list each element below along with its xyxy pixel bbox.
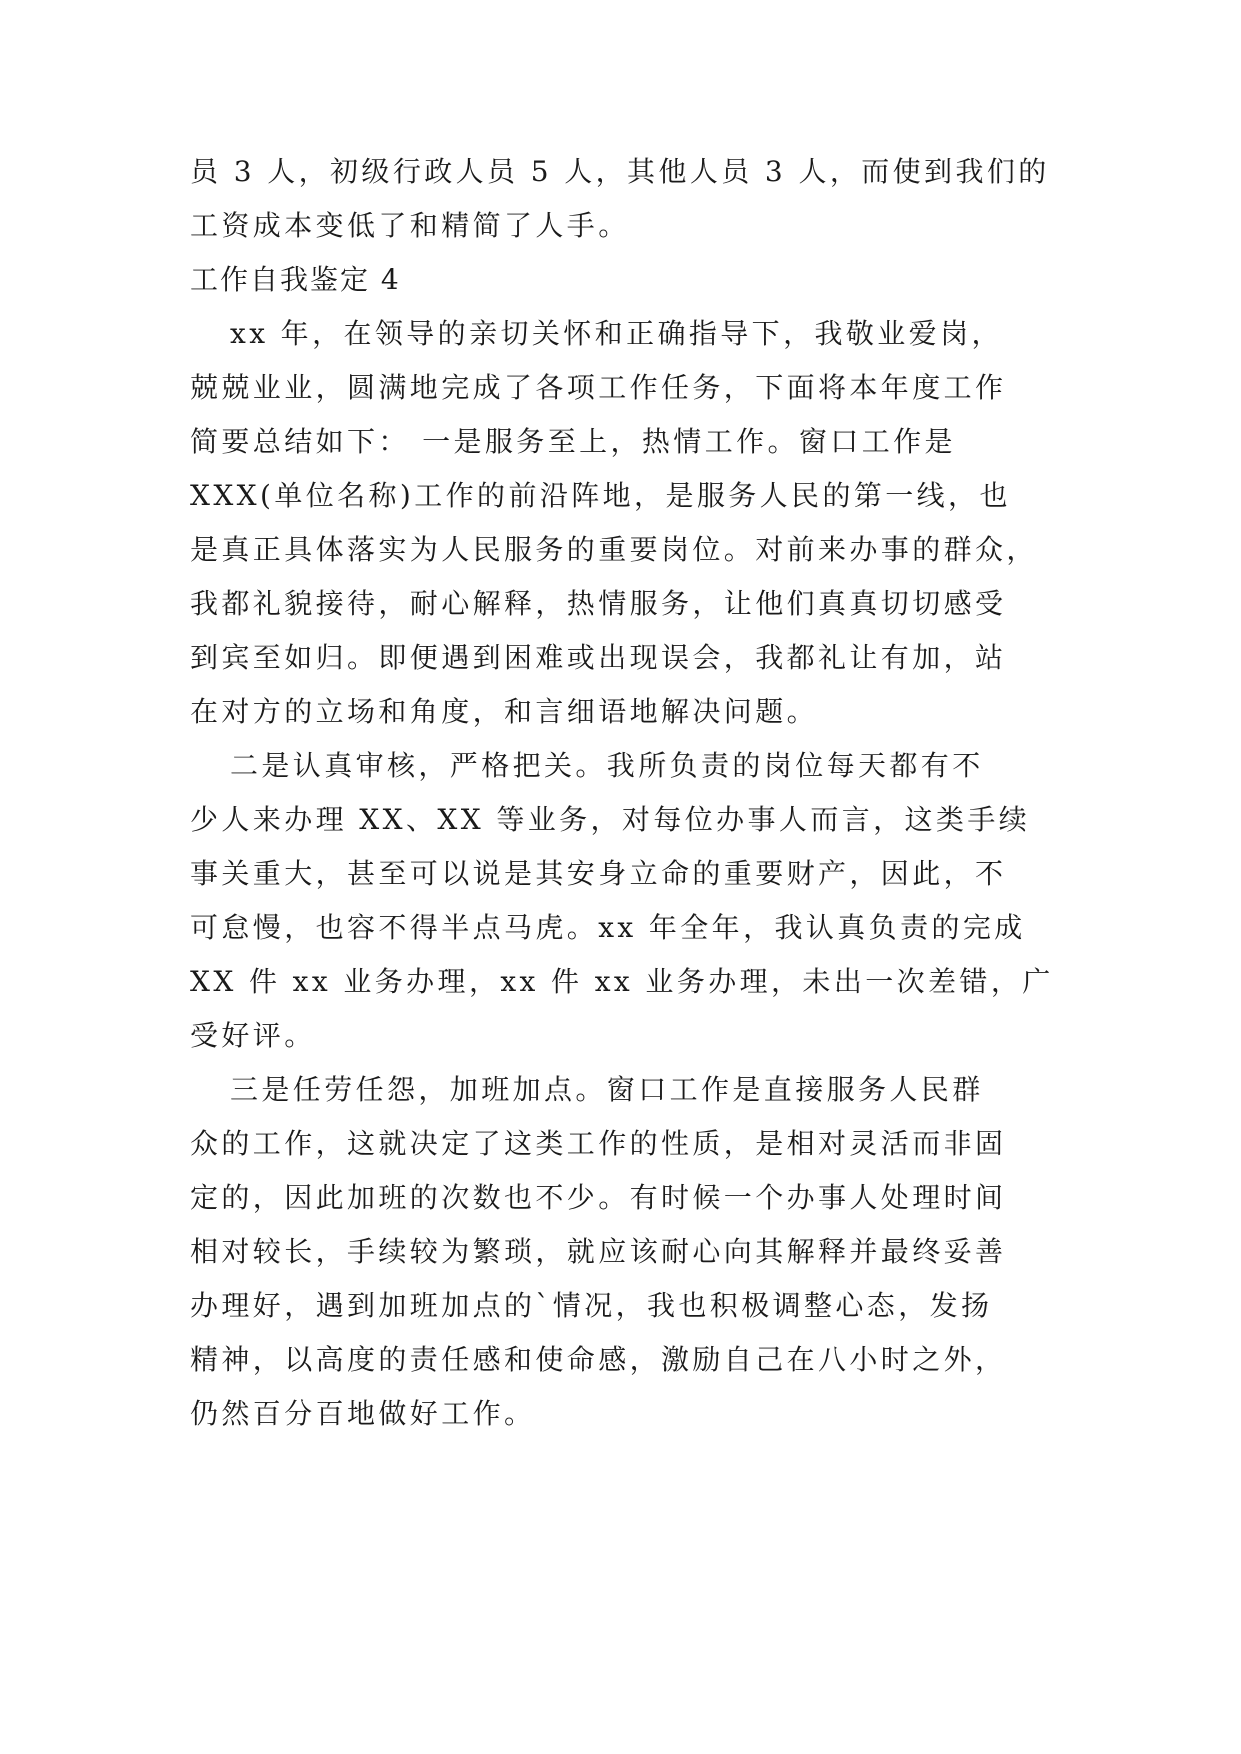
section-title: 工作自我鉴定 4 <box>190 263 401 296</box>
text-line: 到宾至如归。即便遇到困难或出现误会，我都礼让有加，站 <box>190 641 1007 674</box>
text-line: 兢兢业业，圆满地完成了各项工作任务，下面将本年度工作 <box>190 371 1007 404</box>
text-line: 受好评。 <box>190 1019 316 1052</box>
paragraph-first-line: 二是认真审核，严格把关。我所负责的岗位每天都有不 <box>230 749 984 782</box>
text-line: XX 件 xx 业务办理，xx 件 xx 业务办理，未出一次差错，广 <box>190 965 1054 998</box>
text-line: 在对方的立场和角度，和言细语地解决问题。 <box>190 695 819 728</box>
text-line: 员 3 人，初级行政人员 5 人，其他人员 3 人，而使到我们的 <box>190 155 1050 188</box>
text-line: XXX(单位名称)工作的前沿阵地，是服务人民的第一线，也 <box>190 479 1011 512</box>
text-line: 相对较长，手续较为繁琐，就应该耐心向其解释并最终妥善 <box>190 1235 1007 1268</box>
text-line: 简要总结如下： 一是服务至上，热情工作。窗口工作是 <box>190 425 956 458</box>
text-line: 工资成本变低了和精简了人手。 <box>190 209 630 242</box>
text-line: 少人来办理 XX、XX 等业务，对每位办事人而言，这类手续 <box>190 803 1031 836</box>
text-line: 可怠慢，也容不得半点马虎。xx 年全年，我认真负责的完成 <box>190 911 1026 944</box>
text-line: 精神，以高度的责任感和使命感，激励自己在八小时之外， <box>190 1343 1007 1376</box>
paragraph-first-line: 三是任劳任怨，加班加点。窗口工作是直接服务人民群 <box>230 1073 984 1106</box>
text-line: 办理好，遇到加班加点的`情况，我也积极调整心态，发扬 <box>190 1289 993 1322</box>
text-line: 定的，因此加班的次数也不少。有时候一个办事人处理时间 <box>190 1181 1007 1214</box>
text-line: 仍然百分百地做好工作。 <box>190 1397 536 1430</box>
text-line: 我都礼貌接待，耐心解释，热情服务，让他们真真切切感受 <box>190 587 1007 620</box>
text-line: 是真正具体落实为人民服务的重要岗位。对前来办事的群众， <box>190 533 1038 566</box>
text-line: 事关重大，甚至可以说是其安身立命的重要财产，因此，不 <box>190 857 1007 890</box>
paragraph-first-line: xx 年，在领导的亲切关怀和正确指导下，我敬业爱岗， <box>230 317 1003 350</box>
text-line: 众的工作，这就决定了这类工作的性质，是相对灵活而非固 <box>190 1127 1007 1160</box>
